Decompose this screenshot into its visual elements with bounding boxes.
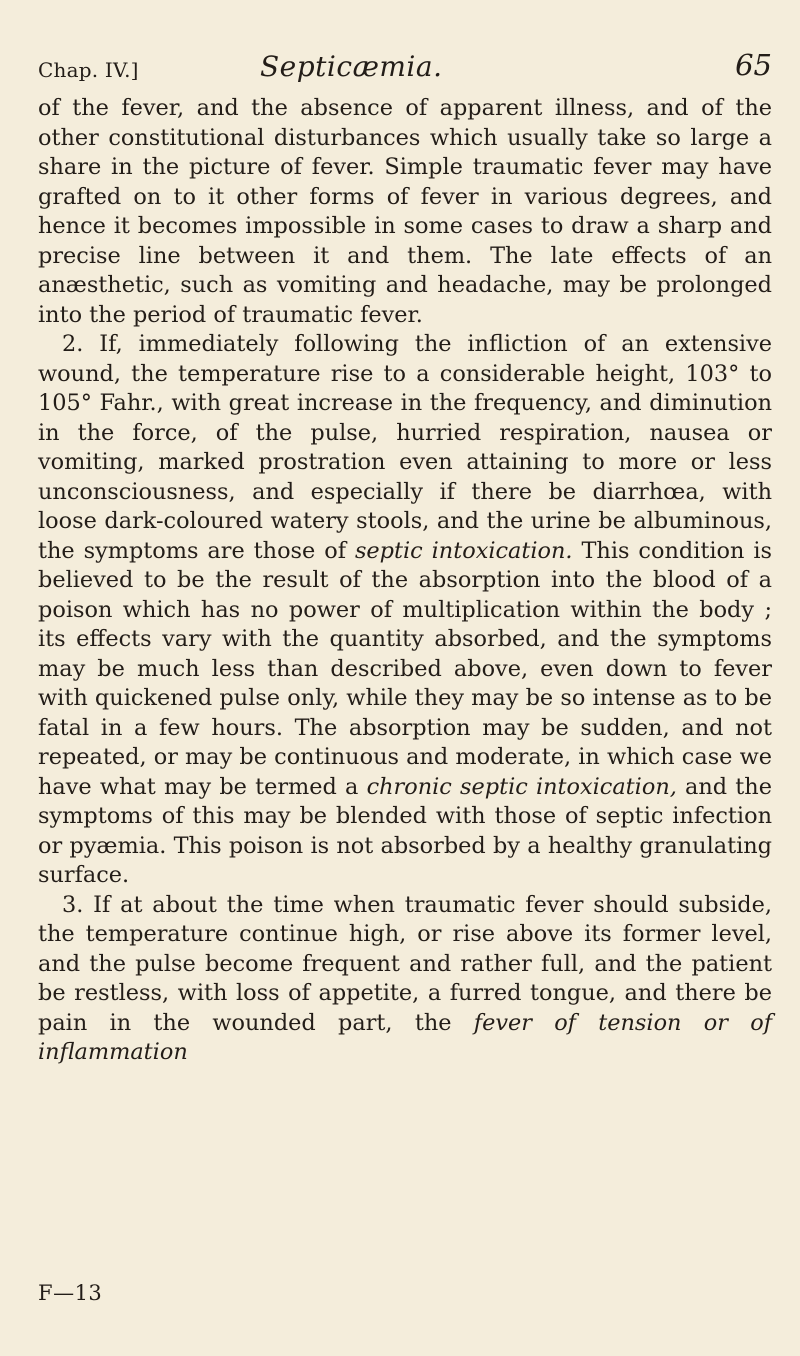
paragraph-3-text-a: 3. If at about the time when traumatic fever should subside, the temperature continue high, or rise above its former level, and the pulse become frequent and rather full, and the patient be restless, with loss of appetite, a furred tongue, and there be pain in the wounded part, the: [38, 891, 772, 1036]
body-text: [38, 94, 772, 1068]
running-head: [38, 46, 772, 86]
chapter-label: Chap. IV.]: [38, 58, 139, 82]
paragraph-3: [38, 891, 772, 1068]
page-title: Septicæmia.: [260, 50, 443, 83]
paragraph-2-text-a: 2. If, immediately following the infliction of an extensive wound, the temperature rise to a considerable height, 103° to 105° Fahr., with great increase in the frequency, and diminution in the force, of the pulse, hurried respiration, nausea or vomiting, marked prostration even attaining to more or less unconsciousness, and especially if there be diarrhœa, with loose dark-coloured watery stools, and the urine be albuminous, the symptoms are those of: [38, 331, 772, 564]
term-chronic-septic-intoxication: chronic septic intoxication,: [366, 773, 677, 800]
paragraph-2-text-c: This condition is believed to be the result of the absorption into the blood of a poison which has no power of multiplication within the body ; its effects vary with the quantity absorbed, and the symptoms may be much less than described above, even down to fever with quickened pulse only, while they may be so intense as to be fatal in a few hours. The absorption may be sudden, and not repeated, or may be continuous and moderate, in which case we have what may be termed a: [38, 537, 772, 800]
paragraph-1: of the fever, and the absence of apparent illness, and of the other constitutional disturbances which usually take so large a share in the picture of fever. Simple traumatic fever may have grafted on to it other forms of fever in various degrees, and hence it becomes impossible in some cases to draw a sharp and precise line between it and them. The late effects of an anæsthetic, such as vomiting and headache, may be prolonged into the period of traumatic fever.: [38, 95, 772, 328]
page-number: 65: [735, 48, 772, 82]
term-septic-intoxication: septic intoxication.: [354, 537, 573, 564]
signature-mark: F—13: [38, 1281, 103, 1305]
paragraph-2: [38, 330, 772, 891]
paragraph-2-text-e: and the symptoms of this may be blended with those of septic infection or pyæmia. This poison is not absorbed by a healthy granulating surface.: [38, 773, 772, 888]
term-fever-of-tension: fever of tension or of inflammation: [38, 1009, 772, 1065]
